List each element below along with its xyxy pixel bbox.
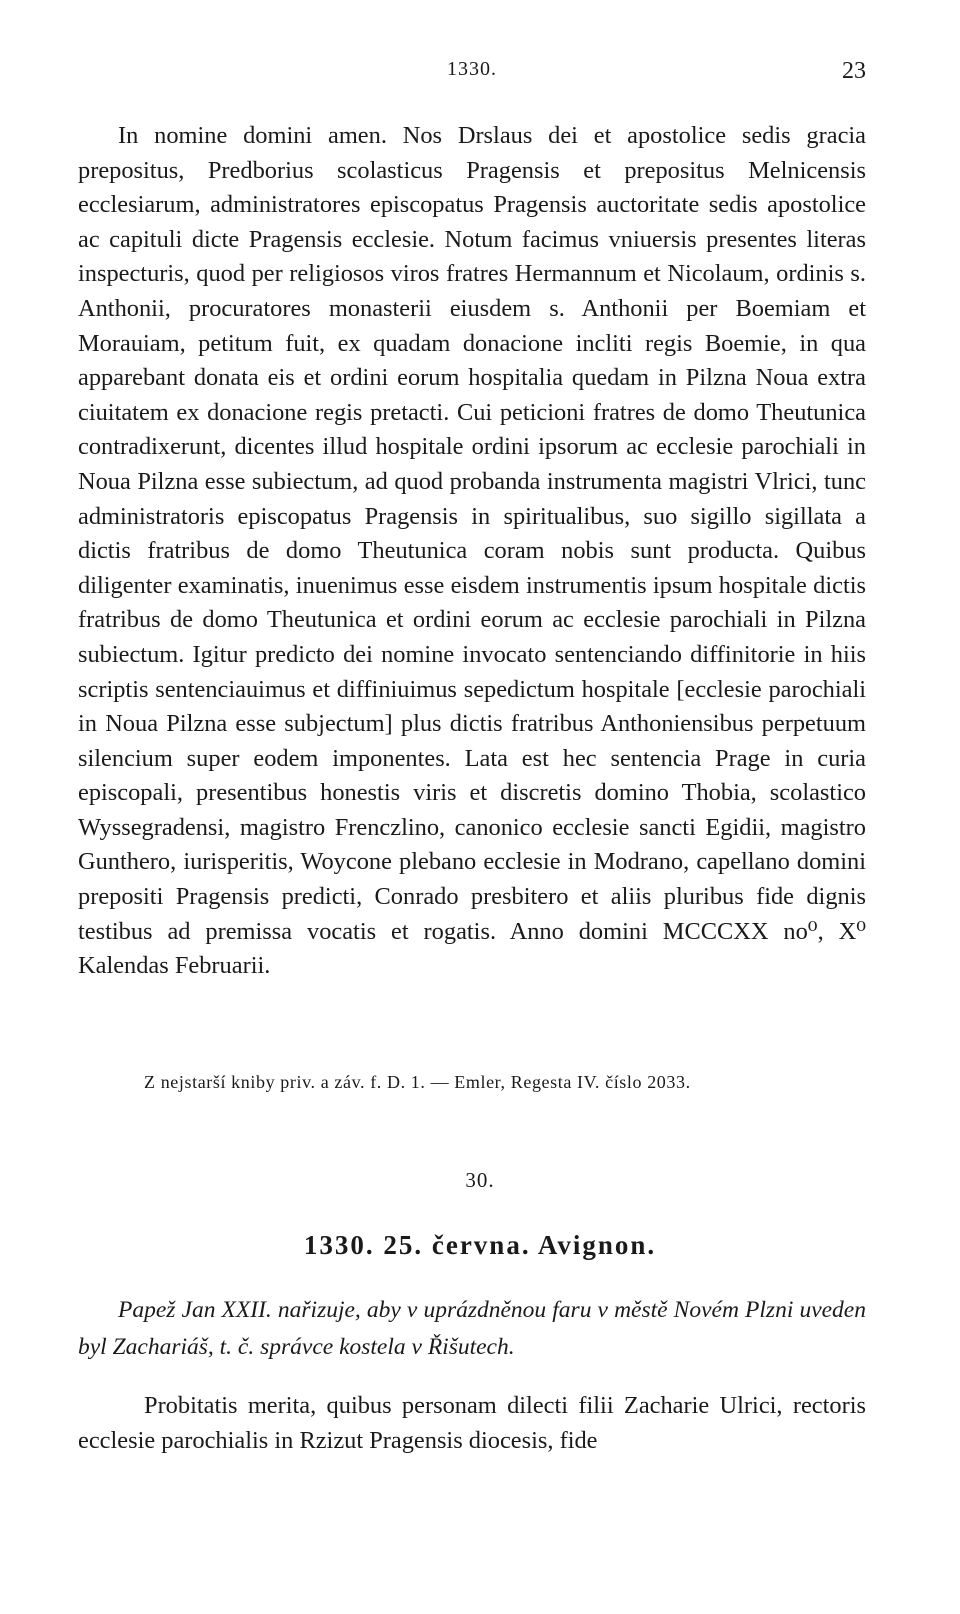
document-heading: 1330. 25. června. Avignon.: [303, 1230, 657, 1260]
previous-document-text: In nomine domini amen. Nos Drslaus dei et apostolice sedis gracia prepositus, Predborius scolasticus Pragensis et prepositus Melnicensis ecclesiarum, administratores episcopatus Pragensis auctoritate sedis apostolice ac capituli dicte Pragensis ecclesie. Notum facimus vniuersis presentes literas inspecturis, quod per religiosos viros fratres Hermannum et Nicolaum, ordinis s. Anthonii, procuratores monasterii eiusdem s. Anthonii per Boemiam et Morauiam, petitum fuit, ex quadam donacione incliti regis Boemie, in qua apparebant donata eis et ordini eorum hospitalia quedam in Pilzna Noua extra ciuitatem ex donacione regis pretacti. Cui peticioni fratres de domo Theutunica contradixerunt, dicentes illud hospitale ordini ipsorum ac ecclesie parochiali in Noua Pilzna esse subiectum, ad quod probanda instrumenta magistri Vlrici, tunc administratoris episcopatus Pragensis in spiritualibus, suo sigillo sigillata a dictis fratribus de domo Theutunica coram nobis sunt producta. Quibus diligenter examinatis, inuenimus esse eisdem instrumentis ipsum hospitale dictis fratribus de domo Theutunica et ordini eorum ac ecclesie parochiali in Pilzna subiectum. Igitur predicto dei nomine invocato sentenciando diffinitorie in hiis scriptis sentenciauimus et diffiniuimus sepedictum hospitale [ecclesie parochiali in Noua Pilzna esse subjectum] plus dictis fratribus Anthoniensibus perpetuum silencium super eodem imponentes. Lata est hec sentencia Prage in curia episcopali, presentibus honestis viris et discretis domino Thobia, scolastico Wyssegradensi, magistro Frenczlino, canonico ecclesie sancti Egidii, magistro Gunthero, iurisperitis, Woycone plebano ecclesie in Modrano, capellano domini prepositi Pragensis predicti, Conrado presbitero et aliis pluribus fide dignis testibus ad premissa vocatis et rogatis. Anno domini MCCCXX no⁰, X⁰ Kalendas Februarii.: [78, 122, 866, 980]
document-regest: Papež Jan XXII. nařizuje, aby v uprázdněnou faru v městě Novém Plzni uveden byl Zachariáš, t. č. správce kostela v Řišutech.: [78, 1297, 866, 1360]
document-number: 30.: [465, 1168, 495, 1192]
page-number: 23: [842, 58, 866, 84]
source-note: Z nejstarší kniby priv. a záv. f. D. 1. — Emler, Regesta IV. číslo 2033.: [144, 1072, 691, 1092]
running-head-year: 1330.: [447, 58, 497, 80]
document-body: Probitatis merita, quibus personam dilecti filii Zacharie Ulrici, rectoris ecclesie parochialis in Rzizut Pragensis diocesis, fide: [78, 1392, 866, 1454]
running-head: [78, 58, 866, 88]
